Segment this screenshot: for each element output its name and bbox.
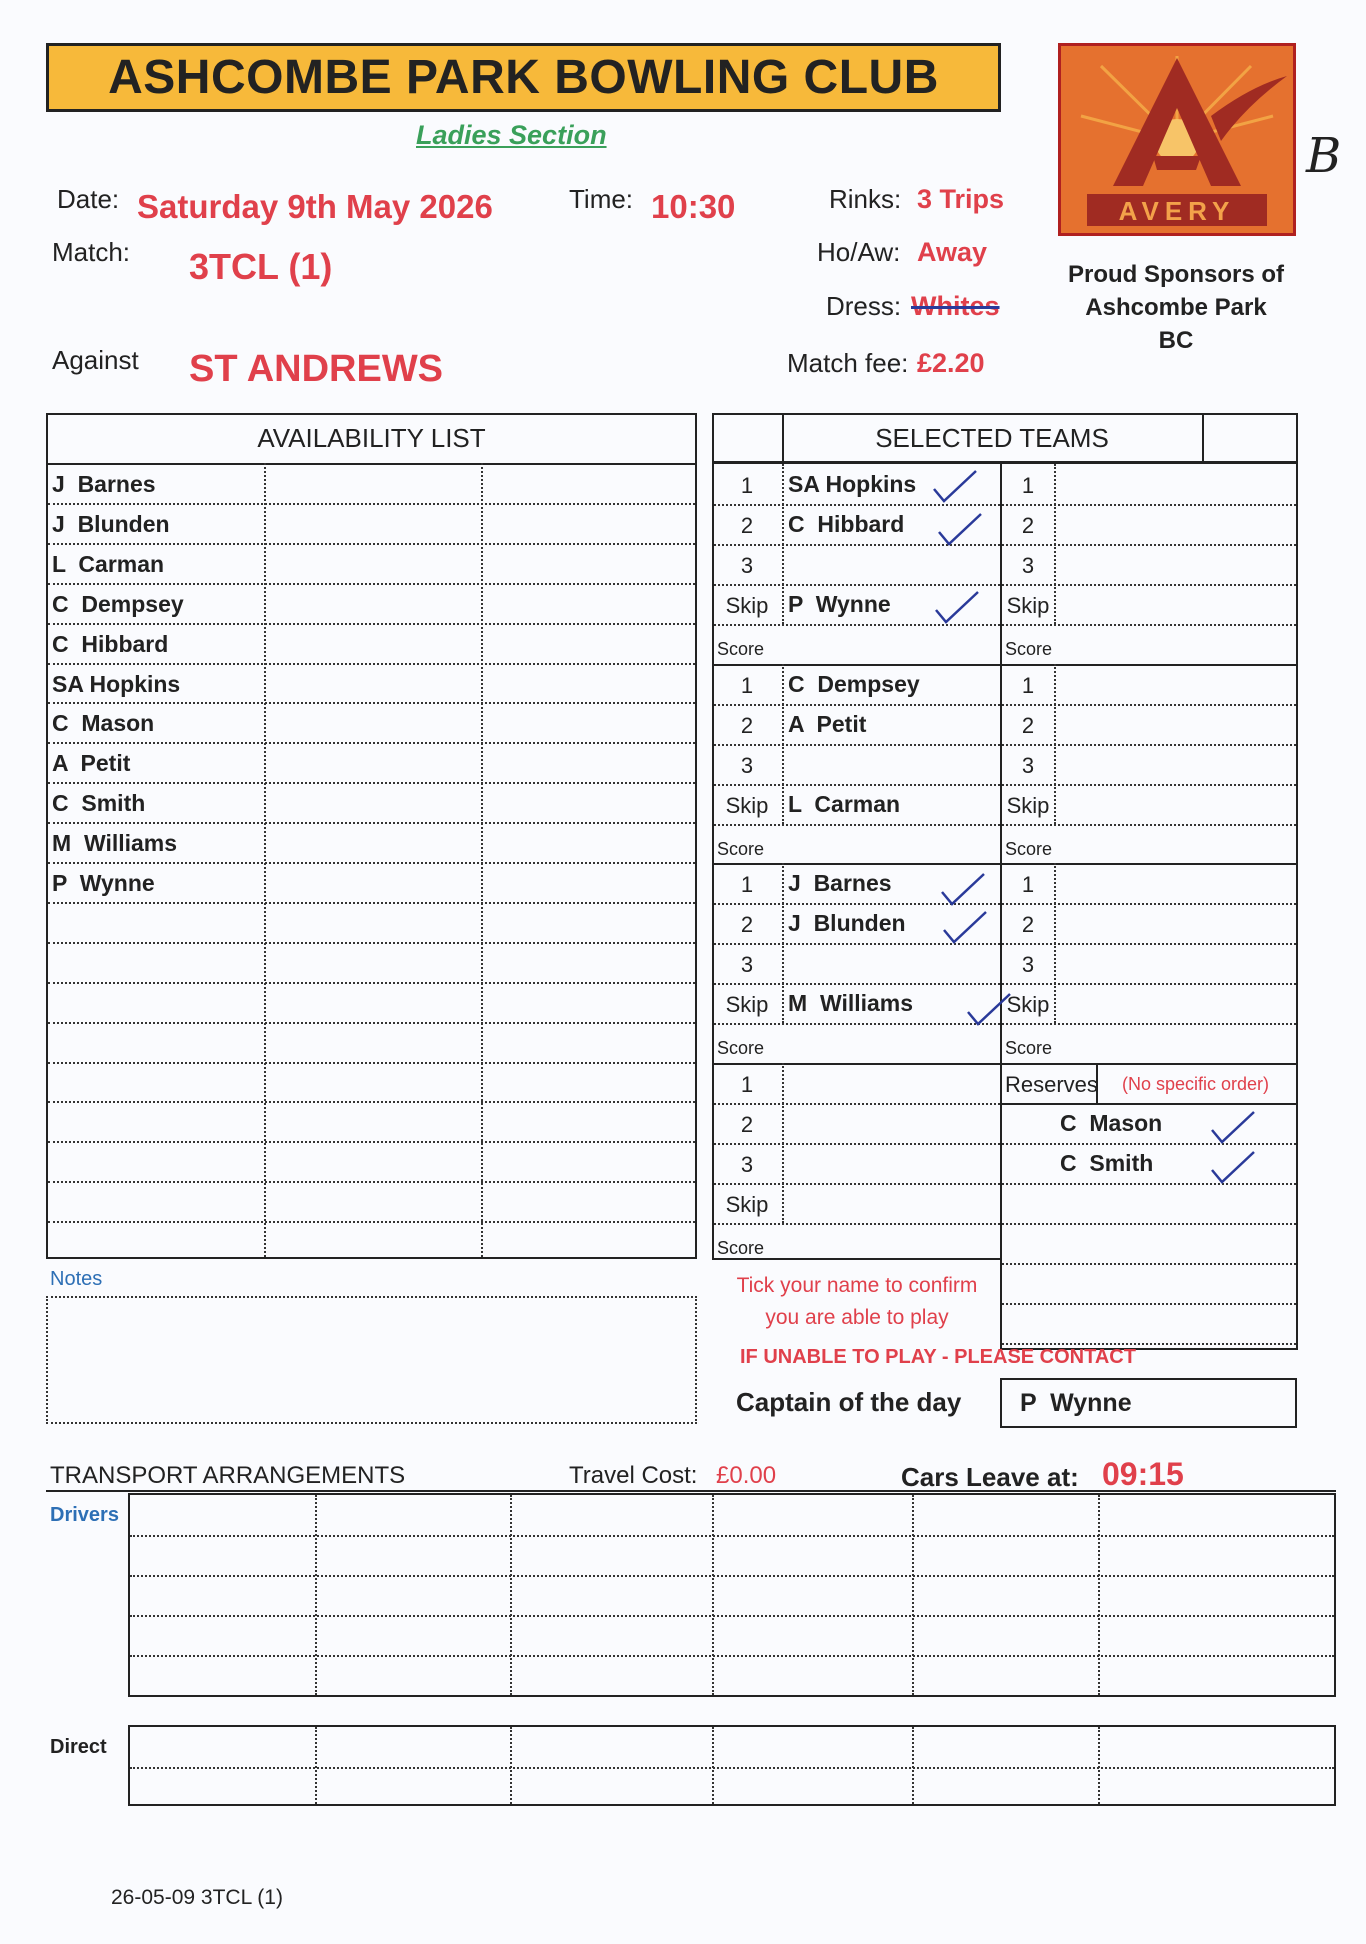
hoaw-label: Ho/Aw:	[817, 237, 901, 267]
direct-label: Direct	[50, 1736, 107, 1758]
transport-cell[interactable]	[1101, 1498, 1331, 1532]
match-value: 3TCL (1)	[189, 246, 333, 287]
transport-cell[interactable]	[513, 1770, 709, 1804]
selected-player: C Dempsey	[788, 670, 920, 697]
transport-cell[interactable]	[133, 1538, 312, 1572]
column-divider	[315, 1727, 317, 1804]
row-divider	[130, 1535, 1334, 1537]
position-divider	[714, 1143, 1000, 1145]
transport-cell[interactable]	[133, 1770, 312, 1804]
opponent-cell[interactable]	[1058, 985, 1288, 1021]
captain-label: Captain of the day	[736, 1387, 962, 1417]
position-divider	[714, 584, 1000, 586]
availability-cell[interactable]	[266, 864, 479, 900]
position-divider	[714, 784, 1000, 786]
position-label: Skip	[725, 992, 769, 1017]
opponent-cell[interactable]	[1058, 945, 1288, 981]
availability-cell[interactable]	[266, 744, 479, 780]
tick-instruction	[712, 1270, 1002, 1334]
transport-cell[interactable]	[1101, 1578, 1331, 1612]
position-label: 2	[1021, 912, 1035, 937]
footer-reference: 26-05-09 3TCL (1)	[111, 1886, 283, 1909]
transport-cell[interactable]	[513, 1658, 709, 1692]
selected-player: J Blunden	[788, 910, 906, 936]
reserves-divider	[1002, 1063, 1296, 1065]
position-column-divider	[782, 664, 784, 824]
check-mark-icon	[935, 510, 985, 550]
transport-cell[interactable]	[513, 1618, 709, 1652]
transport-cell[interactable]	[513, 1498, 709, 1532]
position-label: Skip	[1006, 992, 1050, 1017]
column-divider	[315, 1495, 317, 1695]
availability-player: J Barnes	[52, 471, 156, 497]
check-mark-icon	[930, 467, 980, 507]
tick-instruction-line-1: Tick your name to confirm	[736, 1274, 978, 1297]
availability-player: L Carman	[52, 550, 165, 577]
column-divider	[912, 1495, 914, 1695]
notes-box[interactable]	[46, 1296, 697, 1424]
row-divider	[130, 1655, 1334, 1657]
fee-label: Match fee:	[787, 348, 909, 378]
transport-heading: TRANSPORT ARRANGEMENTS	[50, 1462, 406, 1489]
score-divider	[714, 1023, 1000, 1025]
position-label: 3	[1021, 752, 1035, 778]
position-label: 3	[740, 553, 754, 578]
check-mark-icon	[1208, 1148, 1258, 1188]
selected-teams-table	[712, 413, 1298, 1339]
availability-cell[interactable]	[266, 784, 479, 820]
availability-player: A Petit	[52, 750, 131, 777]
availability-player: J Blunden	[52, 510, 170, 537]
section-subtitle: Ladies Section	[416, 120, 607, 150]
dress-value: Whites	[911, 291, 1000, 321]
transport-cell[interactable]	[318, 1578, 507, 1612]
transport-cell[interactable]	[1101, 1538, 1331, 1572]
reserves-row-divider	[1002, 1343, 1296, 1345]
handwritten-mark: B	[1306, 128, 1342, 184]
transport-cell[interactable]	[318, 1658, 507, 1692]
position-column-divider	[782, 1063, 784, 1223]
availability-player: M Williams	[52, 830, 178, 857]
check-mark-icon	[1208, 1108, 1258, 1148]
availability-player: SA Hopkins	[52, 670, 181, 697]
score-divider	[1002, 624, 1296, 626]
availability-heading: AVAILABILITY LIST	[257, 423, 486, 453]
position-column-divider	[1054, 863, 1056, 1023]
selected-player: A Petit	[788, 710, 867, 737]
transport-cell[interactable]	[915, 1658, 1095, 1692]
selected-player: M Williams	[788, 990, 914, 1016]
transport-cell[interactable]	[915, 1538, 1095, 1572]
position-column-divider	[1054, 464, 1056, 624]
transport-cell[interactable]	[318, 1770, 507, 1804]
travel-cost-value: £0.00	[716, 1462, 777, 1489]
rink-divider	[714, 863, 1000, 865]
transport-cell[interactable]	[318, 1730, 507, 1764]
position-divider	[714, 1183, 1000, 1185]
column-divider	[510, 1495, 512, 1695]
transport-cell[interactable]	[915, 1770, 1095, 1804]
transport-cell[interactable]	[513, 1730, 709, 1764]
availability-player: P Wynne	[52, 870, 155, 896]
opponent-cell[interactable]	[1058, 746, 1288, 782]
transport-cell[interactable]	[513, 1578, 709, 1612]
score-divider	[714, 1223, 1000, 1225]
availability-table	[46, 413, 697, 1259]
position-label: Skip	[1006, 593, 1050, 618]
time-value: 10:30	[651, 188, 736, 225]
rinks-label: Rinks:	[829, 184, 902, 214]
opponent-cell[interactable]	[1058, 586, 1288, 622]
selected-header	[712, 413, 1298, 463]
score-label: Score	[717, 1038, 765, 1058]
position-label: 1	[740, 872, 754, 897]
drivers-table	[128, 1493, 1336, 1697]
column-divider	[1098, 1495, 1100, 1695]
position-label: 3	[1021, 553, 1035, 578]
transport-cell[interactable]	[133, 1578, 312, 1612]
position-label: 3	[740, 752, 754, 778]
position-column-divider	[782, 464, 784, 624]
transport-cell[interactable]	[513, 1538, 709, 1572]
reserves-label-divider	[1096, 1063, 1098, 1103]
position-label: 2	[1021, 513, 1035, 538]
opponent-cell[interactable]	[1058, 466, 1288, 502]
transport-cell[interactable]	[133, 1498, 312, 1532]
column-divider	[510, 1727, 512, 1804]
captain-value: P Wynne	[1020, 1389, 1132, 1417]
sponsor-logo	[1058, 43, 1296, 236]
reserves-header-line	[1002, 1103, 1296, 1105]
reserves-row-divider	[1002, 1223, 1296, 1225]
match-label: Match:	[52, 237, 131, 267]
transport-cell[interactable]	[318, 1618, 507, 1652]
position-divider	[714, 704, 1000, 706]
opponent-cell[interactable]	[1058, 905, 1288, 941]
position-label: 1	[740, 1071, 754, 1097]
row-divider	[130, 1767, 1334, 1769]
check-mark-icon	[940, 908, 990, 948]
date-value: Saturday 9th May 2026	[137, 188, 493, 225]
score-divider	[714, 824, 1000, 826]
position-label: 1	[1021, 672, 1035, 698]
selected-player: C Hibbard	[788, 511, 905, 537]
reserves-row-divider	[1002, 1303, 1296, 1305]
direct-table	[128, 1725, 1336, 1806]
column-divider	[912, 1727, 914, 1804]
availability-cell[interactable]	[266, 585, 479, 621]
transport-cell[interactable]	[1101, 1658, 1331, 1692]
position-label: 2	[740, 912, 754, 937]
transport-cell[interactable]	[715, 1730, 909, 1764]
availability-cell[interactable]	[266, 1183, 479, 1219]
check-mark-icon	[964, 990, 1014, 1030]
transport-cell[interactable]	[133, 1730, 312, 1764]
cars-leave-value: 09:15	[1102, 1456, 1184, 1492]
position-column-divider	[1054, 664, 1056, 824]
availability-cell[interactable]	[266, 625, 479, 661]
score-label: Score	[717, 838, 765, 859]
rinks-value: 3 Trips	[917, 184, 1005, 214]
selected-player: SA Hopkins	[788, 471, 917, 497]
availability-cell[interactable]	[266, 704, 479, 740]
reserves-label: Reserves	[1005, 1071, 1098, 1097]
availability-cell[interactable]	[266, 1064, 479, 1100]
date-label: Date:	[57, 184, 120, 214]
position-divider	[714, 744, 1000, 746]
club-title-banner	[46, 43, 1001, 112]
header-divider	[1202, 415, 1204, 461]
sponsor-text	[1040, 258, 1312, 357]
availability-cell[interactable]	[266, 545, 479, 581]
club-title: ASHCOMBE PARK BOWLING CLUB	[108, 51, 939, 104]
transport-cell[interactable]	[715, 1578, 909, 1612]
row-divider	[130, 1615, 1334, 1617]
score-label: Score	[1005, 1038, 1053, 1058]
score-label: Score	[717, 1237, 765, 1258]
position-divider	[714, 1103, 1000, 1105]
selected-player: J Barnes	[788, 870, 892, 896]
position-label: 1	[740, 672, 754, 698]
availability-cell[interactable]	[266, 465, 479, 501]
check-mark-icon	[938, 870, 988, 910]
transport-cell[interactable]	[915, 1618, 1095, 1652]
sponsor-line-2: Ashcombe Park	[1085, 294, 1267, 321]
position-label: 3	[1021, 952, 1035, 977]
score-divider	[1002, 1023, 1296, 1025]
transport-cell[interactable]	[915, 1578, 1095, 1612]
position-label: Skip	[1006, 792, 1050, 818]
position-label: 2	[740, 1111, 754, 1137]
column-divider	[481, 463, 483, 1257]
reserve-player: C Mason	[1060, 1109, 1163, 1136]
time-label: Time:	[569, 184, 634, 214]
selected-player: P Wynne	[788, 591, 891, 617]
availability-player: C Mason	[52, 710, 155, 737]
opponent-cell[interactable]	[1058, 786, 1288, 822]
transport-cell[interactable]	[1101, 1730, 1331, 1764]
opponent-cell[interactable]	[1058, 706, 1288, 742]
availability-cell[interactable]	[266, 904, 479, 940]
sponsor-line-1: Proud Sponsors of	[1068, 261, 1284, 288]
rink-divider	[714, 1063, 1000, 1065]
check-mark-icon	[932, 588, 982, 628]
opponent-cell[interactable]	[1058, 865, 1288, 901]
availability-cell[interactable]	[266, 824, 479, 860]
position-label: 1	[1021, 473, 1035, 498]
against-value: ST ANDREWS	[189, 348, 444, 390]
availability-cell[interactable]	[266, 505, 479, 541]
rinks-right-frame	[1000, 462, 1298, 1350]
transport-cell[interactable]	[715, 1658, 909, 1692]
position-divider	[714, 983, 1000, 985]
position-label: 3	[740, 952, 754, 977]
transport-cell[interactable]	[1101, 1618, 1331, 1652]
notes-label: Notes	[50, 1268, 103, 1290]
column-divider	[1098, 1727, 1100, 1804]
column-divider	[712, 1727, 714, 1804]
selected-player: L Carman	[788, 790, 901, 817]
availability-player: C Hibbard	[52, 630, 169, 657]
reserves-row-divider	[1002, 1263, 1296, 1265]
rink-divider	[714, 664, 1000, 666]
position-label: 1	[740, 473, 754, 498]
dress-label: Dress:	[826, 291, 902, 321]
availability-cell[interactable]	[266, 665, 479, 701]
transport-cell[interactable]	[318, 1498, 507, 1532]
transport-cell[interactable]	[133, 1658, 312, 1692]
transport-cell[interactable]	[1101, 1770, 1331, 1804]
transport-cell[interactable]	[715, 1538, 909, 1572]
captain-box	[1000, 1378, 1297, 1428]
availability-cell[interactable]	[266, 1024, 479, 1060]
position-label: Skip	[725, 1191, 769, 1217]
logo-brand-text: AVERY	[1118, 196, 1236, 226]
position-label: 3	[740, 1151, 754, 1177]
availability-player: C Dempsey	[52, 590, 184, 617]
rinks-left-frame	[712, 462, 1002, 1260]
cars-leave-label: Cars Leave at:	[901, 1462, 1079, 1492]
availability-cell[interactable]	[266, 1143, 479, 1179]
column-divider	[712, 1495, 714, 1695]
transport-cell[interactable]	[915, 1730, 1095, 1764]
score-divider	[1002, 824, 1296, 826]
transport-cell[interactable]	[318, 1538, 507, 1572]
drivers-label: Drivers	[50, 1504, 119, 1526]
score-label: Score	[1005, 639, 1053, 659]
opponent-cell[interactable]	[1058, 546, 1288, 582]
reserves-note: (No specific order)	[1122, 1073, 1270, 1094]
availability-cell[interactable]	[266, 1223, 479, 1259]
reserve-player: C Smith	[1060, 1149, 1154, 1176]
transport-cell[interactable]	[715, 1770, 909, 1804]
score-label: Score	[1005, 838, 1053, 859]
position-label: Skip	[725, 593, 769, 618]
availability-cell[interactable]	[266, 1103, 479, 1139]
unable-notice: IF UNABLE TO PLAY - PLEASE CONTACT	[740, 1346, 1136, 1368]
row-divider	[130, 1575, 1334, 1577]
transport-cell[interactable]	[715, 1618, 909, 1652]
position-label: 2	[740, 513, 754, 538]
opponent-cell[interactable]	[1058, 506, 1288, 542]
transport-cell[interactable]	[133, 1618, 312, 1652]
transport-cell[interactable]	[915, 1498, 1095, 1532]
position-column-divider	[782, 863, 784, 1023]
hoaw-value: Away	[917, 237, 988, 267]
tick-instruction-line-2: you are able to play	[765, 1306, 949, 1329]
availability-cell[interactable]	[266, 984, 479, 1020]
position-label: 1	[1021, 872, 1035, 897]
position-label: 2	[740, 712, 754, 738]
opponent-cell[interactable]	[1058, 666, 1288, 702]
position-label: Skip	[725, 792, 769, 818]
against-label: Against	[52, 345, 139, 375]
availability-player: C Smith	[52, 790, 146, 817]
fee-value: £2.20	[917, 348, 985, 378]
transport-cell[interactable]	[715, 1498, 909, 1532]
score-label: Score	[717, 639, 765, 659]
travel-cost-label: Travel Cost:	[569, 1462, 698, 1489]
sponsor-line-3: BC	[1158, 327, 1194, 354]
selected-heading: SELECTED TEAMS	[875, 423, 1109, 453]
position-label: 2	[1021, 712, 1035, 738]
availability-cell[interactable]	[266, 944, 479, 980]
